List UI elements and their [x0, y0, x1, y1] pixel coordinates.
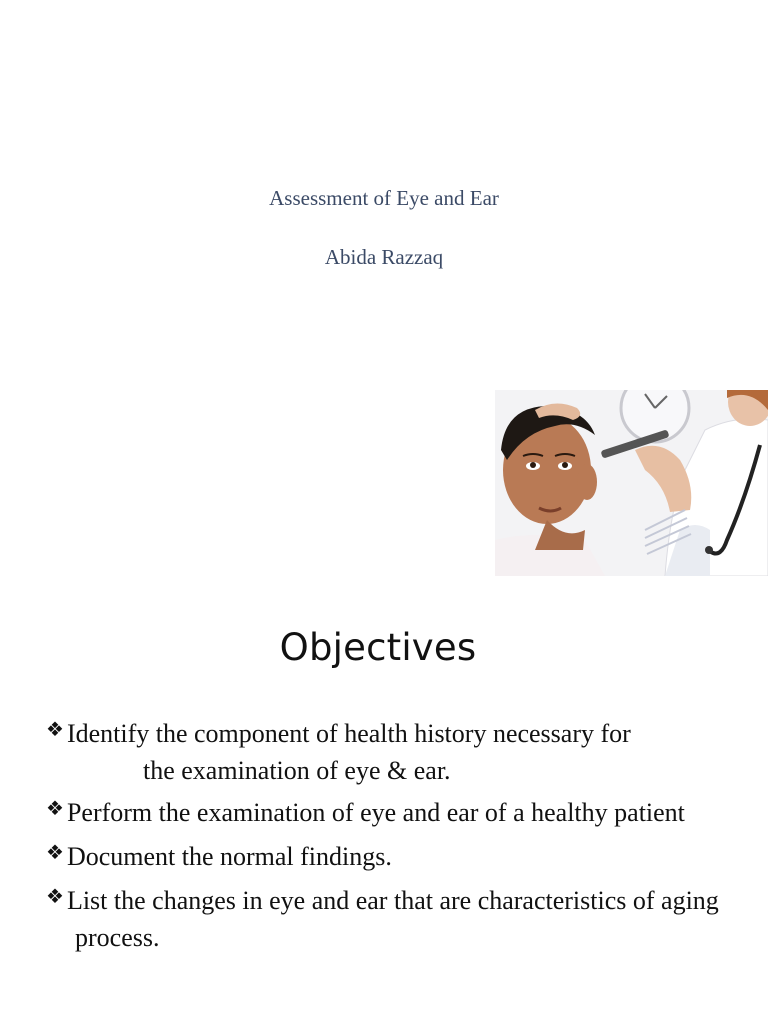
objective-item: [46, 883, 746, 955]
diamond-bullet-icon: ❖: [46, 840, 64, 864]
diamond-bullet-icon: ❖: [46, 884, 64, 908]
objectives-list: [46, 716, 746, 962]
presentation-title: Assessment of Eye and Ear: [269, 186, 499, 210]
presentation-author: Abida Razzaq: [324, 245, 444, 269]
objective-text: Document the normal findings.: [66, 842, 392, 871]
eye-exam-photo: [495, 390, 768, 576]
objective-text-continued: the examination of eye & ear.: [143, 756, 451, 785]
objective-text: Identify the component of health history necessary for: [66, 719, 631, 748]
objective-text: List the changes in eye and ear that are characteristics of aging process.: [66, 886, 719, 952]
diamond-bullet-icon: ❖: [46, 796, 64, 820]
objective-item: [46, 795, 746, 832]
diamond-bullet-icon: ❖: [46, 717, 64, 741]
objective-text: Perform the examination of eye and ear of a healthy patient: [66, 798, 685, 827]
objective-item: [46, 839, 746, 876]
objectives-heading: Objectives: [279, 626, 477, 669]
objective-item: [46, 716, 746, 788]
